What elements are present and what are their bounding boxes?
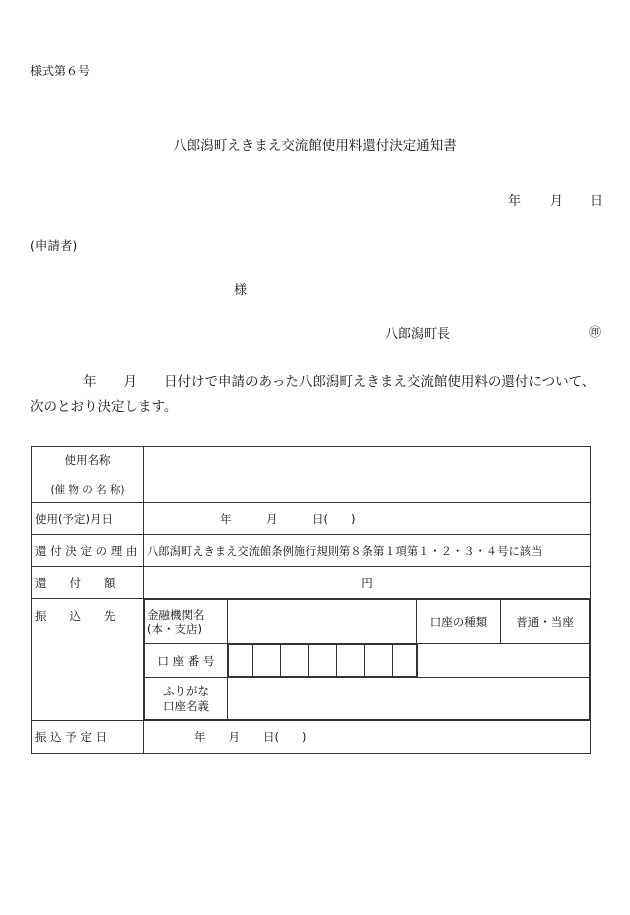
- transfer-to-details: [144, 599, 591, 721]
- bank-row: [145, 600, 590, 644]
- usage-name-label: [32, 447, 144, 503]
- transfer-date-label: 振 込 予 定 日: [32, 721, 144, 754]
- form-number: 様式第６号: [30, 64, 91, 78]
- account-holder-row: [145, 678, 590, 720]
- usage-name-label-1: 使用名称: [64, 453, 111, 467]
- account-number-label: 口 座 番 号: [145, 644, 228, 678]
- digit-box[interactable]: [365, 645, 393, 677]
- usage-date-text: 年 月 日( ): [220, 511, 356, 526]
- account-holder-value[interactable]: [228, 678, 590, 720]
- refund-amount-value[interactable]: [144, 567, 591, 599]
- digit-box[interactable]: [309, 645, 337, 677]
- bank-name-value[interactable]: [228, 600, 417, 644]
- account-type-label: 口座の種類: [417, 600, 501, 644]
- account-holder-name-label: 口座名義: [163, 698, 209, 713]
- account-holder-label: [145, 678, 228, 720]
- row-transfer-to: [32, 599, 591, 721]
- usage-date-label: 使用(予定)月日: [32, 503, 144, 535]
- refund-amount-unit: 円: [361, 575, 373, 590]
- body-line-2: 次のとおり決定します。: [30, 399, 178, 415]
- digit-grid: [228, 644, 418, 677]
- applicant-label: (申請者): [30, 238, 78, 253]
- account-number-boxes[interactable]: [228, 644, 417, 678]
- row-refund-reason: [32, 535, 591, 567]
- honorific: 様: [234, 283, 248, 298]
- body-line-1: 年 月 日付けで申請のあった八郎潟町えきまえ交流館使用料の還付について、: [83, 374, 596, 390]
- usage-date-value[interactable]: [144, 503, 591, 535]
- date-month: 月: [550, 194, 564, 209]
- bank-label: [145, 600, 228, 644]
- document-title: 八郎潟町えきまえ交流館使用料還付決定通知書: [173, 138, 457, 154]
- transfer-to-label: 振 込 先: [32, 599, 144, 721]
- usage-name-label-2: (催 物 の 名 称): [50, 484, 125, 496]
- body-text: [30, 370, 595, 420]
- refund-reason-value: 八郎潟町えきまえ交流館条例施行規則第８条第１項第１・２・３・４号に該当: [144, 535, 591, 567]
- account-number-row: [145, 644, 590, 678]
- refund-amount-label: 還 付 額: [32, 567, 144, 599]
- row-usage-date: [32, 503, 591, 535]
- date-day: 日: [590, 194, 604, 209]
- usage-name-value[interactable]: [144, 447, 591, 503]
- row-refund-amount: [32, 567, 591, 599]
- transfer-date-value[interactable]: [144, 721, 591, 754]
- row-usage-name: [32, 447, 591, 503]
- refund-reason-label: 還 付 決 定 の 理 由: [32, 535, 144, 567]
- bank-label-2: (本・支店): [147, 621, 202, 636]
- refund-table: [31, 446, 591, 754]
- seal-mark: ㊞: [589, 325, 602, 339]
- row-transfer-date: [32, 721, 591, 754]
- account-type-value[interactable]: 普通・当座: [501, 600, 590, 644]
- digit-spacer: [229, 645, 253, 677]
- furigana-label: ふりがな: [163, 683, 209, 698]
- digit-box[interactable]: [337, 645, 365, 677]
- account-number-blank: [417, 644, 590, 678]
- date-year: 年: [508, 194, 522, 209]
- digit-box[interactable]: [281, 645, 309, 677]
- mayor-title: 八郎潟町長: [385, 327, 451, 342]
- digit-box[interactable]: [253, 645, 281, 677]
- transfer-subtable: [144, 599, 590, 720]
- digit-box[interactable]: [393, 645, 418, 677]
- bank-label-1: 金融機関名: [147, 607, 205, 622]
- transfer-date-text: 年 月 日( ): [194, 730, 307, 744]
